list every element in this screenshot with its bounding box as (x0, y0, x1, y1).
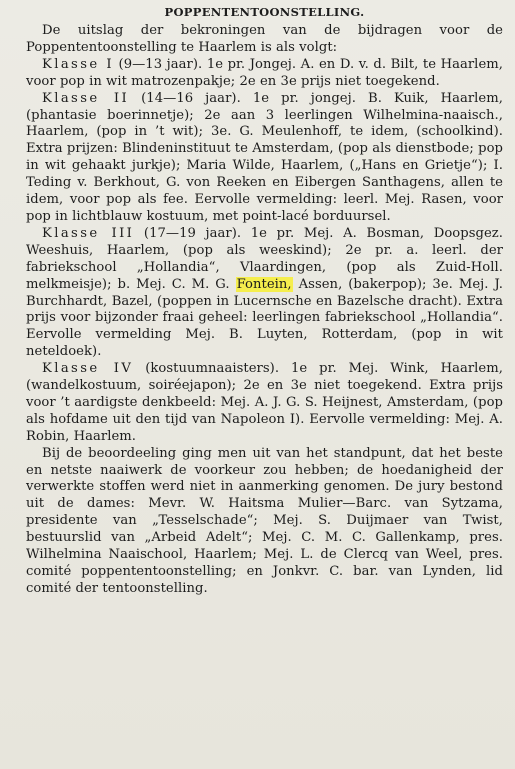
highlighted-search-term: Fontein, (236, 276, 292, 292)
klasse-4-paragraph (26, 361, 503, 446)
klasse-4-label: Klasse IV (42, 361, 134, 377)
klasse-3-label: Klasse III (42, 225, 135, 241)
klasse-3-paragraph (26, 226, 503, 361)
klasse-2-paragraph (26, 91, 503, 226)
intro-paragraph: De uitslag der bekroningen van de bijdragen voor de Poppententoonstelling te Haarlem is als volgt: (26, 23, 503, 55)
klasse-4-text: (kostuumnaaisters). 1e pr. Mej. Wink, Haarlem, (wandelkostuum, soiréejapon); 2e en 3e niet toegekend. Extra prijs voor ’t aardigste denkbeeld: Mej. A. J. G. S. Heijnest, Amsterdam, (pop als hofdame uit den tijd van Napoleon I). Eervolle vermelding: Mej. A. Robin, Haarlem. (26, 361, 503, 444)
klasse-1-text: (9—13 jaar). 1e pr. Jongej. A. en D. v. d. Bilt, te Haarlem, voor pop in wit matrozenpakje; 2e en 3e prijs niet toegekend. (26, 56, 504, 89)
klasse-3-text-before: (17—19 jaar). 1e pr. Mej. A. Bosman, Doopsgez. Weeshuis, Haarlem, (pop als weeskind); 2e pr. a. leerl. der fabriekschool „Hollandia“, Vlaardingen, (pop als Zuid-Holl. melkmeisje); b. Mej. C. M. G. (26, 225, 503, 292)
klasse-2-label: Klasse II (42, 90, 130, 106)
klasse-2-text: (14—16 jaar). 1e pr. jongej. B. Kuik, Haarlem, (phantasie boerinnetje); 2e aan 3 leerlingen Wilhelmina-naaisch., Haarlem, (pop in ’t wit); 3e. G. Meulenhoff, te idem, (schoolkind). Extra prijzen: Blindeninstituut te Amsterdam, (pop als dienstbode; pop in wit gehaakt jurkje); Maria Wilde, Haarlem, („Hans en Grietje“); I. Teding v. Berkhout, G. von Reeken en Eibergen Santhagens, allen te idem, voor pop als fee. Eervolle vermelding: leerl. Mej. Rasen, voor pop in lichtblauw kostuum, met point-lacé borduursel. (26, 90, 504, 224)
article-body (26, 23, 503, 598)
klasse-1-paragraph (26, 57, 503, 91)
klasse-1-label: Klasse I (42, 56, 114, 72)
klasse-3-text-after: Assen, (bakerpop); 3e. Mej. J. Burchhardt, Bazel, (poppen in Lucernsche en Bazelsche dracht). Extra prijs voor bijzonder fraai geheel: leerlingen fabriekschool „Hollandia“. Eervolle vermelding Mej. B. Luyten, Rotterdam, (pop in wit neteldoek). (26, 276, 504, 360)
jury-paragraph: Bij de beoordeeling ging men uit van het standpunt, dat het beste en netste naaiwerk de voorkeur zou hebben; de hoedanigheid der verwerkte stoffen werd niet in aanmerking genomen. De jury bestond uit de dames: Mevr. W. Haitsma Mulier—Barc. van Sytzama, presidente van „Tesselschade“; Mej. S. Duijmaer van Twist, bestuurslid van „Arbeid Adelt“; Mej. C. M. C. Gallenkamp, pres. Wilhelmina Naaischool, Haarlem; Mej. L. de Clercq van Weel, pres. comité poppententoonstelling; en Jonkvr. C. bar. van Lynden, lid comité der tentoonstelling. (26, 445, 503, 596)
article-heading: POPPENTENTOONSTELLING. (164, 5, 365, 19)
